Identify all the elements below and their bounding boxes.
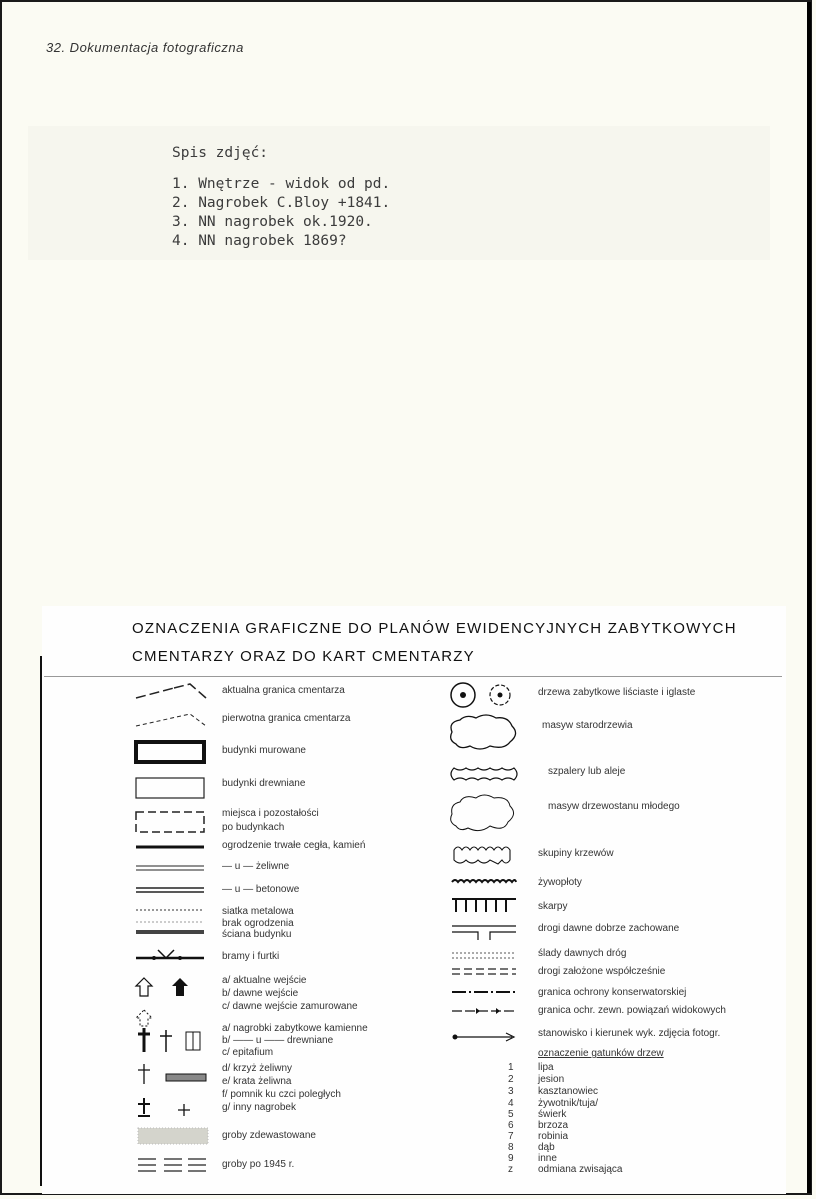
photo-position-symbol xyxy=(450,1030,518,1044)
legend-label: granica ochr. zewn. powiązań widokowych xyxy=(538,1005,726,1016)
legend-label: drogi dawne dobrze zachowane xyxy=(538,923,680,934)
legend-label: ściana budynku xyxy=(222,929,292,940)
legend-label: stanowisko i kierunek wyk. zdjęcia fotogr. xyxy=(538,1028,721,1039)
new-roads-symbol xyxy=(450,966,518,976)
tree-number: 8 xyxy=(508,1142,514,1153)
tree-number: 5 xyxy=(508,1109,514,1120)
photo-list-panel xyxy=(28,126,770,260)
monument-cross-symbol xyxy=(136,1094,196,1120)
page-header: 32. Dokumentacja fotograficzna xyxy=(46,40,244,55)
tree-species: robinia xyxy=(538,1131,569,1142)
building-remains-symbol xyxy=(134,810,206,834)
tree-species-title: oznaczenie gatunków drzew xyxy=(538,1048,664,1059)
legend-label: g/ inny nagrobek xyxy=(222,1102,296,1113)
iron-cross-grate-symbol xyxy=(136,1060,212,1086)
tree-number: 9 xyxy=(508,1153,514,1164)
legend-label: masyw drzewostanu młodego xyxy=(548,801,680,812)
legend-label: — u — betonowe xyxy=(222,884,300,895)
legend-label: a/ nagrobki zabytkowe kamienne xyxy=(222,1023,368,1034)
fence-stone-symbol xyxy=(134,843,206,851)
tree-species: świerk xyxy=(538,1109,567,1120)
tree-species: brzoza xyxy=(538,1120,569,1131)
walled-entrance-symbol xyxy=(134,1006,164,1028)
tree-number: 6 xyxy=(508,1120,514,1131)
legend-label: skupiny krzewów xyxy=(538,848,614,859)
legend-label: drzewa zabytkowe liściaste i iglaste xyxy=(538,687,696,698)
tree-number: 4 xyxy=(508,1098,514,1109)
legend-label: szpalery lub aleje xyxy=(548,766,626,777)
current-boundary-symbol xyxy=(134,682,210,702)
legend-label: brak ogrodzenia xyxy=(222,918,294,929)
gates-symbol xyxy=(134,946,206,962)
legend-label: drogi założone współcześnie xyxy=(538,966,666,977)
legend-label: f/ pomnik ku czci poległych xyxy=(222,1089,341,1100)
tree-number: 3 xyxy=(508,1086,514,1097)
entrance-arrows-symbol xyxy=(134,974,206,1000)
legend-label: masyw starodrzewia xyxy=(542,720,633,731)
photo-list-title: Spis zdjęć: xyxy=(172,145,269,161)
tree-species: kasztanowiec xyxy=(538,1086,599,1097)
legend-label: aktualna granica cmentarza xyxy=(222,685,345,696)
wooden-building-symbol xyxy=(134,776,206,800)
tree-number: z xyxy=(508,1164,513,1175)
legend-label: budynki drewniane xyxy=(222,778,306,789)
legend-label: ogrodzenie trwałe cegła, kamień xyxy=(222,840,366,851)
legend-label: b/ —— u —— drewniane xyxy=(222,1035,334,1046)
legend-label: — u — żeliwne xyxy=(222,861,290,872)
original-boundary-symbol xyxy=(134,710,210,730)
tree-number: 2 xyxy=(508,1074,514,1085)
tree-species: odmiana zwisająca xyxy=(538,1164,623,1175)
legend-title-line1: OZNACZENIA GRAFICZNE DO PLANÓW EWIDENCYJNYCH ZABYTKOWYCH xyxy=(132,620,737,637)
legend-title-line2: CMENTARZY ORAZ DO KART CMENTARZY xyxy=(132,648,475,665)
view-boundary-symbol xyxy=(450,1006,518,1016)
legend-label: d/ krzyż żeliwny xyxy=(222,1063,293,1074)
legend-label: b/ dawne wejście xyxy=(222,988,299,999)
legend-label: bramy i furtki xyxy=(222,951,280,962)
fence-concrete-symbol xyxy=(134,886,206,894)
legend-label: a/ aktualne wejście xyxy=(222,975,307,986)
tree-rows-symbol xyxy=(448,764,520,784)
photo-list xyxy=(172,144,390,251)
legend-label: skarpy xyxy=(538,901,568,912)
devastated-graves-symbol xyxy=(136,1126,210,1146)
brick-building-symbol xyxy=(134,740,206,764)
legend-label: groby zdewastowane xyxy=(222,1130,316,1141)
protection-boundary-symbol xyxy=(450,988,518,996)
legend-label: e/ krata żeliwna xyxy=(222,1076,292,1087)
fence-mesh-wall-symbol xyxy=(134,906,206,936)
legend-label: ślady dawnych dróg xyxy=(538,948,627,959)
tree-species: jesion xyxy=(538,1074,565,1085)
slopes-symbol xyxy=(450,896,518,916)
photo-list-item: 1. Wnętrze - widok od pd. xyxy=(172,176,391,192)
photo-list-item: 3. NN nagrobek ok.1920. xyxy=(172,214,373,230)
road-traces-symbol xyxy=(450,950,518,960)
legend-label: granica ochrony konserwatorskiej xyxy=(538,987,687,998)
legend-label: po budynkach xyxy=(222,822,285,833)
tree-species: dąb xyxy=(538,1142,555,1153)
historic-trees-symbol xyxy=(448,680,524,710)
old-roads-symbol xyxy=(450,922,518,942)
young-stand-massif-symbol xyxy=(446,792,520,834)
legend-label: miejsca i pozostałości xyxy=(222,808,319,819)
legend-label: c/ epitafium xyxy=(222,1047,274,1058)
shrub-groups-symbol xyxy=(450,842,518,868)
legend-label: c/ dawne wejście zamurowane xyxy=(222,1001,358,1012)
old-stand-massif-symbol xyxy=(446,712,520,752)
tree-species: żywotnik/tuja/ xyxy=(538,1098,599,1109)
legend-label: pierwotna granica cmentarza xyxy=(222,713,351,724)
fence-iron-symbol xyxy=(134,864,206,872)
hedges-symbol xyxy=(450,878,518,886)
tree-number: 7 xyxy=(508,1131,514,1142)
tombstone-crosses-symbol xyxy=(136,1026,210,1054)
tree-number: 1 xyxy=(508,1062,514,1073)
legend-label: groby po 1945 r. xyxy=(222,1159,295,1170)
legend-label: budynki murowane xyxy=(222,745,306,756)
tree-species: inne xyxy=(538,1153,557,1164)
tree-species: lipa xyxy=(538,1062,554,1073)
legend-label: żywopłoty xyxy=(538,877,582,888)
photo-list-item: 4. NN nagrobek 1869? xyxy=(172,233,347,249)
post1945-graves-symbol xyxy=(136,1156,210,1174)
legend-divider xyxy=(44,676,782,677)
legend-left-rule xyxy=(40,656,42,1186)
photo-list-item: 2. Nagrobek C.Bloy +1841. xyxy=(172,195,391,211)
legend-label: siatka metalowa xyxy=(222,906,294,917)
